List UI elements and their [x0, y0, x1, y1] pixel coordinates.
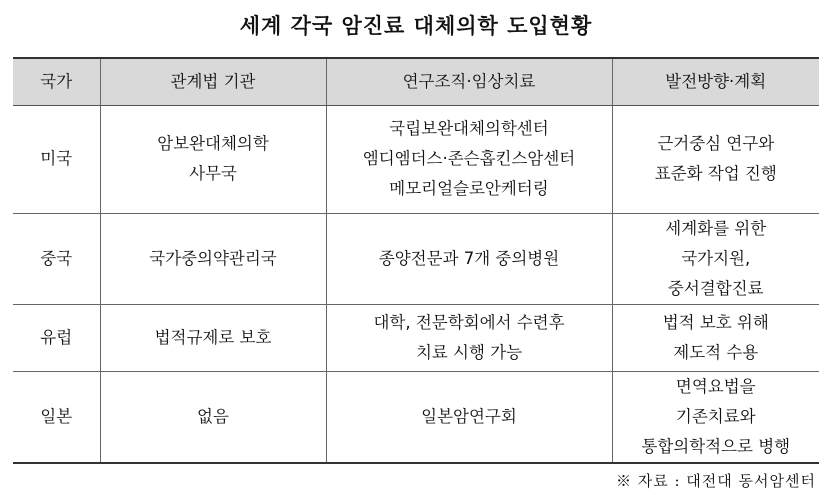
research-cell — [326, 371, 612, 463]
research-cell — [326, 105, 612, 213]
cell-line: 암보완대체의학 — [157, 134, 269, 153]
plan-cell — [612, 105, 819, 213]
cell-line: 국가지원, — [681, 248, 751, 268]
cell-line: 없음 — [197, 406, 229, 426]
agency-cell — [100, 105, 326, 213]
table-row-japan — [13, 371, 819, 463]
table-header-row — [13, 58, 819, 105]
header-agency: 관계법 기관 — [100, 58, 326, 105]
research-cell — [326, 304, 612, 371]
cell-line: 표준화 작업 진행 — [654, 164, 777, 183]
header-plan: 발전방향·계획 — [612, 58, 819, 105]
cell-line: 국립보완대체의학센터 — [389, 119, 549, 138]
cell-line: 제도적 수용 — [673, 342, 759, 362]
cell-line: 엠디엠더스·존슨홉킨스암센터 — [362, 149, 576, 168]
document-title: 세계 각국 암진료 대체의학 도입현황 — [239, 13, 593, 38]
plan-cell — [612, 213, 819, 304]
country-cell: 유럽 — [13, 304, 100, 371]
table-row-usa — [13, 105, 819, 213]
cell-line: 면역요법을 — [675, 376, 756, 396]
source-note: ※ 자료 : 대전대 동서암센터 — [615, 472, 816, 490]
cell-line: 종양전문과 7개 중의병원 — [378, 248, 560, 268]
header-research: 연구조직·임상치료 — [326, 58, 612, 105]
cell-line: 사무국 — [189, 164, 237, 183]
plan-cell — [612, 304, 819, 371]
agency-cell — [100, 371, 326, 463]
cell-line: 메모리얼슬로안케터링 — [389, 179, 549, 198]
country-cell: 미국 — [13, 105, 100, 213]
agency-cell — [100, 304, 326, 371]
cell-line: 국가중의약관리국 — [149, 248, 277, 268]
cell-line: 치료 시행 가능 — [415, 342, 523, 362]
cell-line: 세계화를 위한 — [665, 218, 767, 238]
cell-line: 근거중심 연구와 — [657, 134, 775, 153]
country-cell: 일본 — [13, 371, 100, 463]
research-cell — [326, 213, 612, 304]
table-row-europe — [13, 304, 819, 371]
cell-line: 중서결합진료 — [667, 278, 764, 298]
cell-line: 대학, 전문학회에서 수련후 — [373, 312, 565, 332]
cell-line: 법적규제로 보호 — [154, 327, 272, 347]
country-cell: 중국 — [13, 213, 100, 304]
adoption-status-table — [13, 57, 819, 464]
cell-line: 일본암연구회 — [421, 406, 517, 426]
cell-line: 통합의학적으로 병행 — [641, 436, 791, 456]
agency-cell — [100, 213, 326, 304]
header-country: 국가 — [13, 58, 100, 105]
cell-line: 법적 보호 위해 — [662, 312, 769, 332]
plan-cell — [612, 371, 819, 463]
cell-line: 기존치료와 — [675, 406, 756, 426]
table-row-china — [13, 213, 819, 304]
